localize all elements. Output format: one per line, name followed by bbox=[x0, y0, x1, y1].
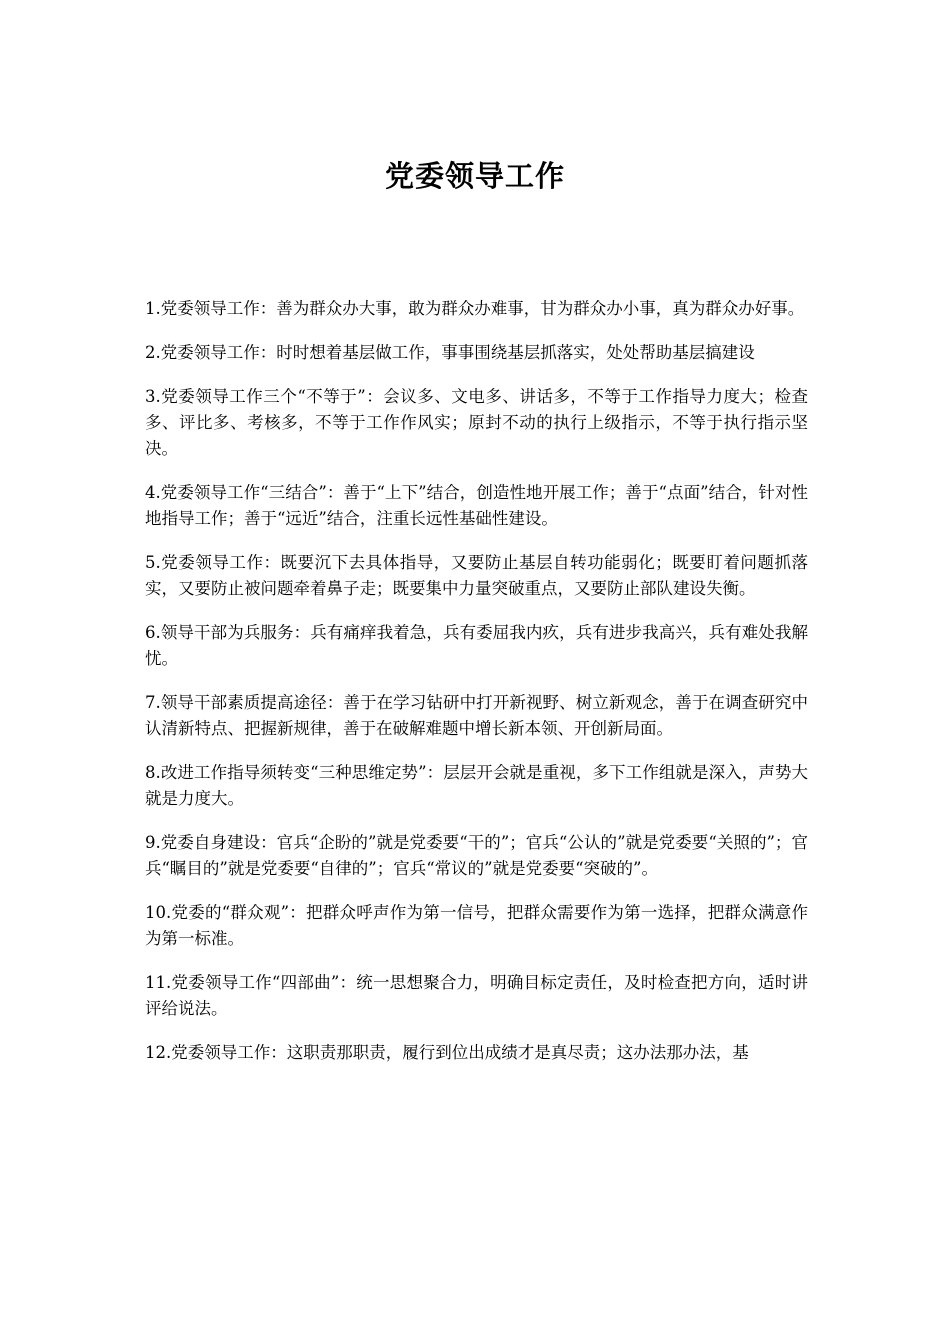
paragraph: 8.改进工作指导须转变“三种思维定势”：层层开会就是重视，多下工作组就是深入，声势大就是力度大。 bbox=[145, 763, 808, 808]
paragraph: 5.党委领导工作：既要沉下去具体指导，又要防止基层自转功能弱化；既要盯着问题抓落实，又要防止被问题牵着鼻子走；既要集中力量突破重点，又要防止部队建设失衡。 bbox=[145, 553, 808, 598]
document-body bbox=[145, 296, 808, 1084]
paragraph: 1.党委领导工作：善为群众办大事，敢为群众办难事，甘为群众办小事，真为群众办好事。 bbox=[145, 299, 805, 318]
paragraph: 10.党委的“群众观”：把群众呼声作为第一信号，把群众需要作为第一选择，把群众满意作为第一标准。 bbox=[145, 903, 808, 948]
paragraph: 2.党委领导工作：时时想着基层做工作，事事围绕基层抓落实，处处帮助基层搞建设 bbox=[145, 343, 755, 362]
paragraph: 11.党委领导工作“四部曲”：统一思想聚合力，明确目标定责任，及时检查把方向，适时讲评给说法。 bbox=[145, 973, 808, 1018]
document-title: 党委领导工作 bbox=[384, 159, 565, 193]
paragraph: 7.领导干部素质提高途径：善于在学习钻研中打开新视野、树立新观念，善于在调查研究中认清新特点、把握新规律，善于在破解难题中增长新本领、开创新局面。 bbox=[145, 693, 808, 738]
paragraph: 3.党委领导工作三个“不等于”：会议多、文电多、讲话多，不等于工作指导力度大；检查多、评比多、考核多，不等于工作作风实；原封不动的执行上级指示，不等于执行指示坚决。 bbox=[145, 387, 808, 458]
paragraph: 12.党委领导工作：这职责那职责，履行到位出成绩才是真尽责；这办法那办法，基 bbox=[145, 1043, 749, 1062]
paragraph: 6.领导干部为兵服务：兵有痛痒我着急，兵有委屈我内疚，兵有进步我高兴，兵有难处我解忧。 bbox=[145, 623, 808, 668]
paragraph: 4.党委领导工作“三结合”：善于“上下”结合，创造性地开展工作；善于“点面”结合，针对性地指导工作；善于“远近”结合，注重长远性基础性建设。 bbox=[145, 483, 808, 528]
paragraph: 9.党委自身建设：官兵“企盼的”就是党委要“干的”；官兵“公认的”就是党委要“关照的”；官兵“瞩目的”就是党委要“自律的”；官兵“常议的”就是党委要“突破的”。 bbox=[145, 833, 808, 878]
